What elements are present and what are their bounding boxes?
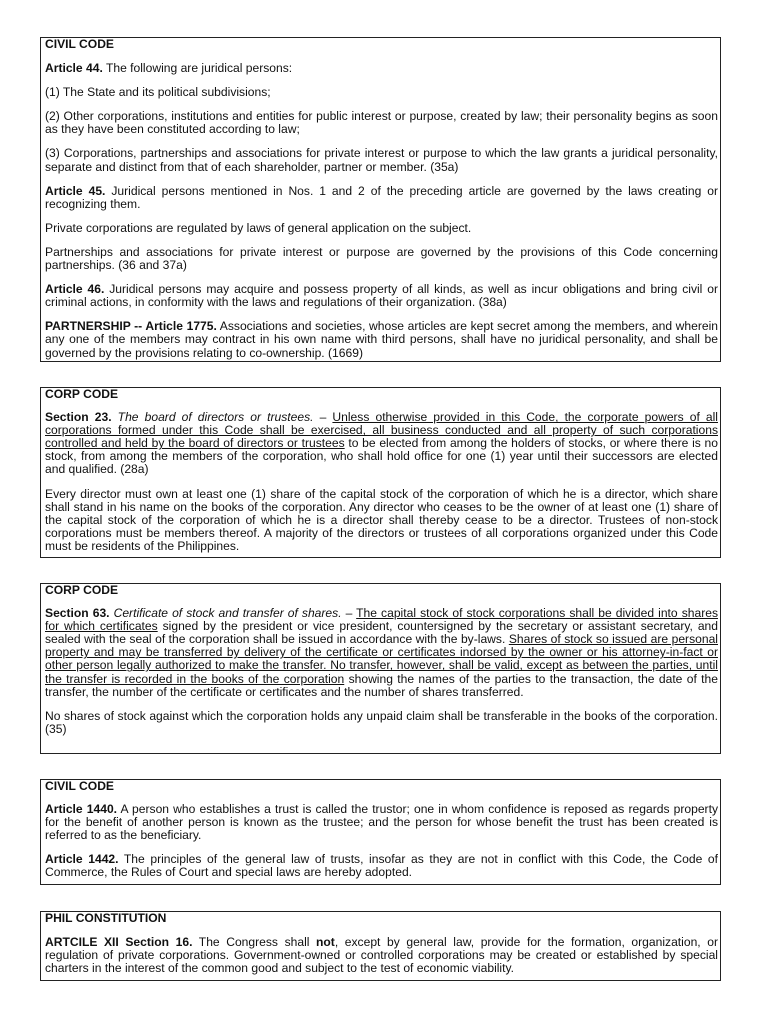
section-63 [45, 607, 718, 699]
paragraph: Partnerships and associations for private interest or purpose are governed by the provisions of this Code concerning partnerships. (36 and 37a) [45, 244, 718, 273]
article-label: Article 46. [45, 282, 105, 297]
underlined-text: Unless otherwise provided in this Code, the corporate powers of all corporations formed under this Code shall be exercised, all business conducted and all property of such corporations controlled and held by the board of directors or trustees [45, 410, 718, 451]
box-header: CORP CODE [45, 583, 119, 597]
paragraph: (3) Corporations, partnerships and associations for private interest or purpose to which the law grants a juridical personality, separate and distinct from that of each shareholder, partner or member. (35a) [45, 146, 718, 174]
article-1775 [45, 320, 718, 359]
paragraph: No shares of stock against which the corporation holds any unpaid claim shall be transferable in the books of the corporation. (35) [45, 708, 718, 736]
article-label: PARTNERSHIP -- Article 1775. [45, 319, 217, 334]
article-text: Juridical persons may acquire and possess property of all kinds, as well as incur obligations and bring civil or criminal actions, in conformity with the laws and regulations of their organization. (38a) [45, 282, 719, 310]
section-title: Certificate of stock and transfer of shares. [109, 606, 342, 621]
article-44 [45, 62, 718, 75]
paragraph: (2) Other corporations, institutions and entities for public interest or purpose, created by law; their personality begins as soon as they have been constituted according to law; [45, 109, 718, 137]
paragraph: (1) The State and its political subdivisions; [45, 85, 271, 100]
article-45 [45, 185, 718, 211]
corp-code-box-section-63 [40, 583, 721, 754]
section-title: The board of directors or trustees. [111, 410, 314, 425]
section-23 [45, 411, 718, 476]
box-header: PHIL CONSTITUTION [45, 911, 167, 925]
paragraph: Private corporations are regulated by laws of general application on the subject. [45, 220, 472, 235]
section-text: The Congress shall [192, 935, 317, 950]
article-text: Associations and societies, whose articles are kept secret among the members, and wherein any one of the members may contract in his own name with third persons, shall have no juridical personality, and shall be governed by the provisions relating to co-ownership. (1669) [45, 319, 718, 360]
section-label: Section 23. [45, 410, 112, 425]
section-text: showing the names of the parties to the transaction, the date of the transfer, the number of the certificate or certificates and the number of shares transferred. [45, 671, 718, 699]
section-label: Section 63. [45, 606, 110, 621]
section-label: ARTCILE XII Section 16. [45, 935, 193, 950]
box-header: CORP CODE [45, 387, 119, 401]
civil-code-box-trusts [40, 779, 721, 885]
phil-constitution-box [40, 911, 721, 981]
box-header: CIVIL CODE [45, 37, 114, 51]
article-xii-section-16 [45, 936, 718, 975]
civil-code-box-articles-44-46 [40, 37, 721, 362]
article-46 [45, 283, 718, 309]
article-1440 [45, 803, 718, 842]
emphasis-not: not [316, 935, 335, 950]
underlined-text: The capital stock of stock corporations shall be divided into shares for which certificates [45, 606, 718, 634]
underlined-text: Shares of stock so issued are personal property and may be transferred by delivery of the certificate or certificates indorsed by the owner or his attorney-in-fact or other person legally authorized to make the transfer. No transfer, however, shall be valid, except as between the parties, until the transfer is recorded in the books of the corporation [45, 632, 718, 686]
article-text: A person who establishes a trust is called the trustor; one in whom confidence is reposed as regards property for the benefit of another person is known as the trustee; and the person for whose benefit the trust has been created is referred to as the beneficiary. [45, 802, 718, 843]
paragraph: Every director must own at least one (1) share of the capital stock of the corporation of which he is a director, which share shall stand in his name on the books of the corporation. Any director who ceases to be the owner of at least one (1) share of the capital stock of the corporation of which he is a director shall thereby cease to be a director. Trustees of non-stock corporations must be members thereof. A majority of the directors or trustees of all corporations organized under this Code must be residents of the Philippines. [45, 486, 718, 553]
dash: – [313, 410, 333, 425]
article-label: Article 45. [45, 183, 106, 198]
section-text: to be elected from among the holders of stocks, or where there is no stock, from among the members of the corporation, who shall hold office for one (1) year until their successors are elected and qualified. (28a) [45, 436, 718, 477]
dash: – [341, 606, 357, 621]
article-label: Article 1442. [45, 852, 119, 867]
box-header: CIVIL CODE [45, 779, 114, 793]
article-text: The following are juridical persons: [102, 61, 293, 76]
article-1442 [45, 853, 718, 879]
section-text: signed by the president or vice president, countersigned by the secretary or assistant secretary, and sealed with the seal of the corporation shall be issued in accordance with the by-laws. [45, 619, 719, 647]
article-text: The principles of the general law of trusts, insofar as they are not in conflict with this Code, the Code of Commerce, the Rules of Court and special laws are hereby adopted. [45, 852, 718, 880]
corp-code-box-section-23 [40, 387, 721, 558]
article-label: Article 44. [45, 61, 103, 76]
article-text: Juridical persons mentioned in Nos. 1 and 2 of the preceding article are governed by the laws creating or recognizing them. [45, 183, 718, 211]
article-label: Article 1440. [45, 802, 118, 817]
section-text: , except by general law, provide for the formation, organization, or regulation of private corporations. Government-owned or controlled corporations may be created or established by special charters in the interest of the common good and subject to the test of economic viability. [45, 935, 718, 976]
